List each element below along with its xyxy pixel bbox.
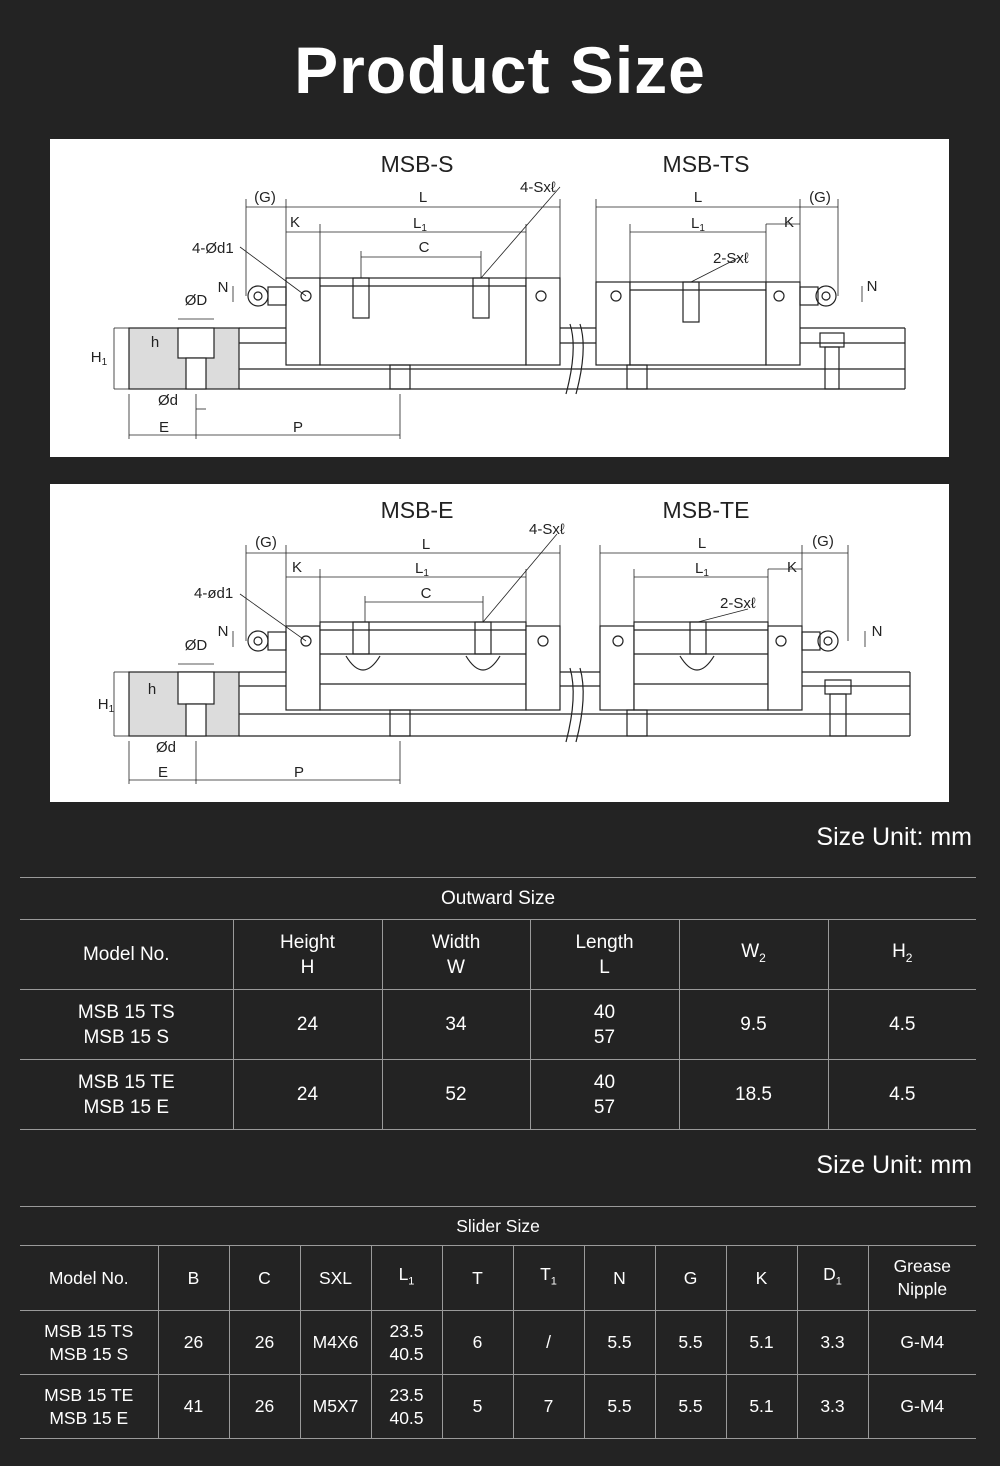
- dim-p: P: [292, 419, 304, 436]
- dim-p: P: [293, 764, 305, 781]
- end-cap-left: [286, 278, 320, 365]
- dim-sxl-right: 2-Sxℓ: [713, 250, 749, 267]
- outward-size-table: [20, 877, 976, 1130]
- cell-d1: 3.3: [797, 1311, 868, 1375]
- dim-sxl-left: 4-Sxℓ: [520, 179, 556, 196]
- cell-width: 52: [382, 1060, 530, 1130]
- dim-k-left: K: [289, 214, 301, 231]
- dim-g-right: (G): [812, 533, 834, 550]
- cell-length: 40 57: [530, 1060, 679, 1130]
- dim-l-right: L: [697, 535, 707, 552]
- cell-c: 26: [229, 1375, 300, 1439]
- dim-d: Ød: [157, 392, 179, 409]
- header-b: B: [158, 1246, 229, 1311]
- dim-c: C: [420, 585, 432, 602]
- cell-k: 5.1: [726, 1311, 797, 1375]
- cell-c: 26: [229, 1311, 300, 1375]
- dim-sxl-right: 2-Sxℓ: [720, 595, 756, 612]
- header-w2: $W_2$: [679, 920, 828, 990]
- dim-g-left: (G): [254, 189, 276, 206]
- drawing-msb-s-ts: [50, 139, 949, 457]
- dim-n-left: N: [217, 623, 229, 640]
- size-unit-label-2: Size Unit: mm: [816, 1151, 972, 1179]
- diagram-msb-e-te: [50, 484, 949, 802]
- dim-k-right: K: [786, 559, 798, 576]
- dim-od: ØD: [184, 292, 208, 309]
- size-unit-label: Size Unit: mm: [816, 823, 972, 851]
- drawing-msb-e-te: [50, 484, 949, 802]
- cell-w2: 9.5: [679, 990, 828, 1060]
- cell-n: 5.5: [584, 1311, 655, 1375]
- diagram-msb-s-ts: [50, 139, 949, 457]
- model-label-msb-ts: MSB-TS: [662, 151, 750, 177]
- dim-l-right: L: [693, 189, 703, 206]
- header-model: Model No.: [20, 1246, 158, 1311]
- cell-t: 6: [442, 1311, 513, 1375]
- block-msb-ts: [630, 282, 766, 365]
- dim-l1-left: $L_1$: [413, 215, 427, 234]
- cell-length: 40 57: [530, 990, 679, 1060]
- dim-d1: 4-Ød1: [192, 240, 234, 257]
- block-msb-s: [320, 278, 526, 365]
- dim-l1-right: $L_1$: [695, 560, 709, 579]
- dim-h: h: [150, 334, 160, 351]
- header-g: G: [655, 1246, 726, 1311]
- cell-grease: G-M4: [868, 1375, 976, 1439]
- header-length: Length L: [530, 920, 679, 990]
- dim-k-left: K: [291, 559, 303, 576]
- cell-t1: 7: [513, 1375, 584, 1439]
- cell-g: 5.5: [655, 1375, 726, 1439]
- cell-t1: /: [513, 1311, 584, 1375]
- dim-l1-left: $L_1$: [415, 560, 429, 579]
- header-t1: $T_1$: [513, 1246, 584, 1311]
- dim-c: C: [418, 239, 430, 256]
- slider-header-row: [20, 1246, 976, 1311]
- outward-caption: Outward Size: [20, 878, 976, 920]
- header-l1: $L_1$: [371, 1246, 442, 1311]
- dim-g-left: (G): [255, 534, 277, 551]
- model-label-msb-te: MSB-TE: [662, 497, 750, 523]
- dim-k-right: K: [783, 214, 795, 231]
- header-h2: $H_2$: [828, 920, 976, 990]
- dim-h: h: [147, 681, 157, 698]
- cell-b: 26: [158, 1311, 229, 1375]
- block-msb-te: [634, 622, 768, 710]
- cell-h2: 4.5: [828, 990, 976, 1060]
- model-label-msb-e: MSB-E: [380, 497, 454, 523]
- header-c: C: [229, 1246, 300, 1311]
- header-model: Model No.: [20, 920, 233, 990]
- cell-grease: G-M4: [868, 1311, 976, 1375]
- dim-l-left: L: [418, 189, 428, 206]
- cell-model: MSB 15 TE MSB 15 E: [20, 1060, 233, 1130]
- dim-n-right: N: [866, 278, 878, 295]
- table-row: [20, 990, 976, 1060]
- cell-w2: 18.5: [679, 1060, 828, 1130]
- dim-n-right: N: [871, 623, 883, 640]
- cell-sxl: M4X6: [300, 1311, 371, 1375]
- cell-d1: 3.3: [797, 1375, 868, 1439]
- dim-e: E: [157, 764, 169, 781]
- header-n: N: [584, 1246, 655, 1311]
- cell-k: 5.1: [726, 1375, 797, 1439]
- outward-header-row: [20, 920, 976, 990]
- cell-model: MSB 15 TE MSB 15 E: [20, 1375, 158, 1439]
- cell-height: 24: [233, 1060, 382, 1130]
- dim-l1-right: $L_1$: [691, 215, 705, 234]
- table-row: [20, 1060, 976, 1130]
- model-label-msb-s: MSB-S: [380, 151, 454, 177]
- cell-h2: 4.5: [828, 1060, 976, 1130]
- cell-g: 5.5: [655, 1311, 726, 1375]
- table-row: [20, 1375, 976, 1439]
- cell-t: 5: [442, 1375, 513, 1439]
- header-sxl: SXL: [300, 1246, 371, 1311]
- cell-model: MSB 15 TS MSB 15 S: [20, 990, 233, 1060]
- header-height: Height H: [233, 920, 382, 990]
- header-grease-nipple: Grease Nipple: [868, 1246, 976, 1311]
- table-row: [20, 1311, 976, 1375]
- header-width: Width W: [382, 920, 530, 990]
- dim-l-left: L: [421, 536, 431, 553]
- dim-g-right: (G): [809, 189, 831, 206]
- block-msb-e: [320, 622, 526, 710]
- cell-b: 41: [158, 1375, 229, 1439]
- dim-d1: 4-ød1: [194, 585, 234, 602]
- dim-h1: $H_1$: [90, 349, 108, 368]
- dim-n-left: N: [217, 279, 229, 296]
- dim-d: Ød: [155, 739, 177, 756]
- header-t: T: [442, 1246, 513, 1311]
- cell-height: 24: [233, 990, 382, 1060]
- header-d1: $D_1$: [797, 1246, 868, 1311]
- slider-size-table: [20, 1206, 976, 1439]
- end-cap-right: [596, 282, 630, 365]
- cell-sxl: M5X7: [300, 1375, 371, 1439]
- cell-l1: 23.5 40.5: [371, 1375, 442, 1439]
- cell-width: 34: [382, 990, 530, 1060]
- dim-e: E: [158, 419, 170, 436]
- page-title: Product Size: [294, 33, 706, 107]
- dim-sxl-left: 4-Sxℓ: [529, 521, 565, 538]
- cell-l1: 23.5 40.5: [371, 1311, 442, 1375]
- header-k: K: [726, 1246, 797, 1311]
- slider-caption: Slider Size: [20, 1207, 976, 1246]
- dim-h1: $H_1$: [97, 696, 115, 715]
- dim-od: ØD: [184, 637, 208, 654]
- cell-model: MSB 15 TS MSB 15 S: [20, 1311, 158, 1375]
- cell-n: 5.5: [584, 1375, 655, 1439]
